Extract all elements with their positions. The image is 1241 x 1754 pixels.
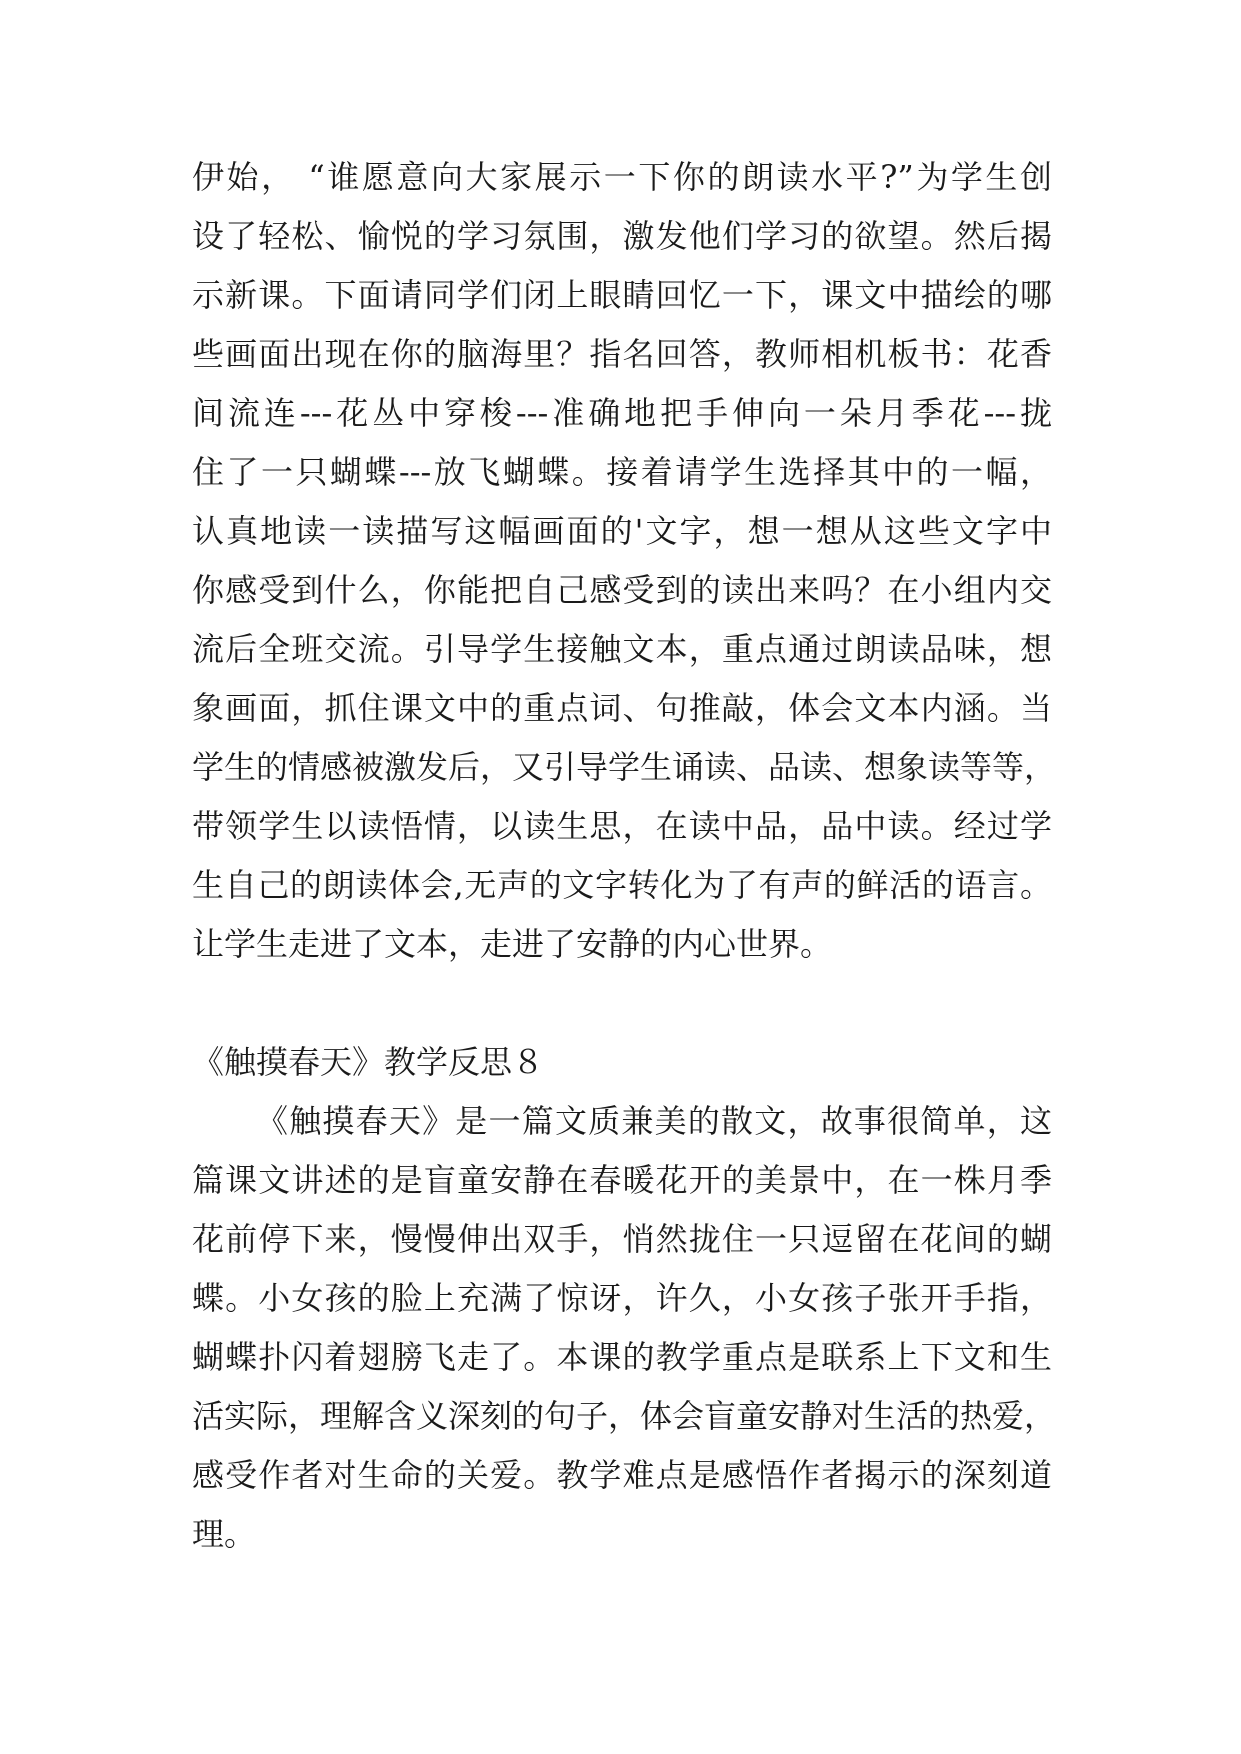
text-line: 学生的情感被激发后，又引导学生诵读、品读、想象读等等， [192, 748, 1057, 786]
text-line: 伊始， “谁愿意向大家展示一下你的朗读水平?”为学生创 [192, 158, 1052, 196]
paragraph-1 [192, 148, 1057, 974]
text-line: 你感受到什么，你能把自己感受到的读出来吗？在小组内交 [192, 571, 1052, 609]
text-line: 感受作者对生命的关爱。教学难点是感悟作者揭示的深刻道 [192, 1456, 1052, 1494]
text-line: 《触摸春天》是一篇文质兼美的散文，故事很简单，这 [256, 1102, 1052, 1140]
section-spacer [192, 974, 1052, 1033]
text-line: 理。 [192, 1515, 257, 1553]
text-line: 生自己的朗读体会,无声的文字转化为了有声的鲜活的语言。 [192, 866, 1052, 904]
text-line: 花前停下来，慢慢伸出双手，悄然拢住一只逗留在花间的蝴 [192, 1220, 1052, 1258]
paragraph-2 [192, 1092, 1057, 1564]
text-line: 带领学生以读悟情，以读生思，在读中品，品中读。经过学 [192, 807, 1052, 845]
text-line: 象画面，抓住课文中的重点词、句推敲，体会文本内涵。当 [192, 689, 1052, 727]
text-line: 些画面出现在你的脑海里？指名回答，教师相机板书：花香 [192, 335, 1052, 373]
text-line: 认真地读一读描写这幅画面的'文字，想一想从这些文字中 [192, 512, 1052, 550]
text-line: 篇课文讲述的是盲童安静在春暖花开的美景中，在一株月季 [192, 1161, 1052, 1199]
text-line: 住了一只蝴蝶---放飞蝴蝶。接着请学生选择其中的一幅， [192, 453, 1052, 491]
section-heading: 《触摸春天》教学反思８ [192, 1043, 545, 1081]
text-line: 设了轻松、愉悦的学习氛围，激发他们学习的欲望。然后揭 [192, 217, 1052, 255]
text-line: 活实际，理解含义深刻的句子，体会盲童安静对生活的热爱， [192, 1397, 1057, 1435]
text-line: 蝶。小女孩的脸上充满了惊讶，许久，小女孩子张开手指， [192, 1279, 1052, 1317]
text-line: 让学生走进了文本，走进了安静的内心世界。 [192, 925, 833, 963]
text-line: 流后全班交流。引导学生接触文本，重点通过朗读品味，想 [192, 630, 1052, 668]
text-line: 蝴蝶扑闪着翅膀飞走了。本课的教学重点是联系上下文和生 [192, 1338, 1052, 1376]
text-line: 示新课。下面请同学们闭上眼睛回忆一下，课文中描绘的哪 [192, 276, 1052, 314]
text-line: 间流连---花丛中穿梭---准确地把手伸向一朵月季花---拢 [192, 394, 1052, 432]
document-page [192, 148, 1057, 1564]
